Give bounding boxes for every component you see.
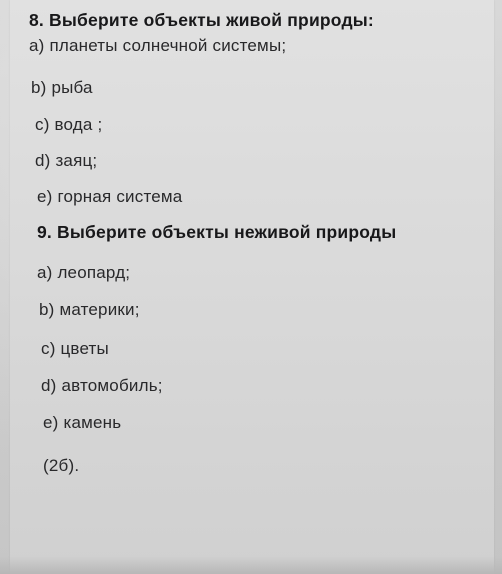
q8-option-d: d) заяц;	[35, 151, 98, 170]
q8-option-a: а) планеты солнечной системы;	[29, 36, 287, 55]
q9-option-b: b) материки;	[39, 300, 140, 319]
question-9-title: 9. Выберите объекты неживой природы	[37, 222, 397, 242]
q8-option-c: с) вода ;	[35, 115, 103, 134]
bottom-shadow	[0, 556, 502, 574]
score-points: (2б).	[43, 456, 80, 475]
q8-option-e: е) горная система	[37, 187, 183, 206]
q9-option-e: е) камень	[43, 413, 122, 432]
q9-option-a: а) леопард;	[37, 263, 131, 282]
q9-option-c: с) цветы	[41, 339, 109, 358]
question-8-title: 8. Выберите объекты живой природы:	[29, 10, 374, 30]
worksheet-page	[10, 0, 494, 574]
q9-option-d: d) автомобиль;	[41, 376, 163, 395]
q8-option-b: b) рыба	[31, 78, 93, 97]
